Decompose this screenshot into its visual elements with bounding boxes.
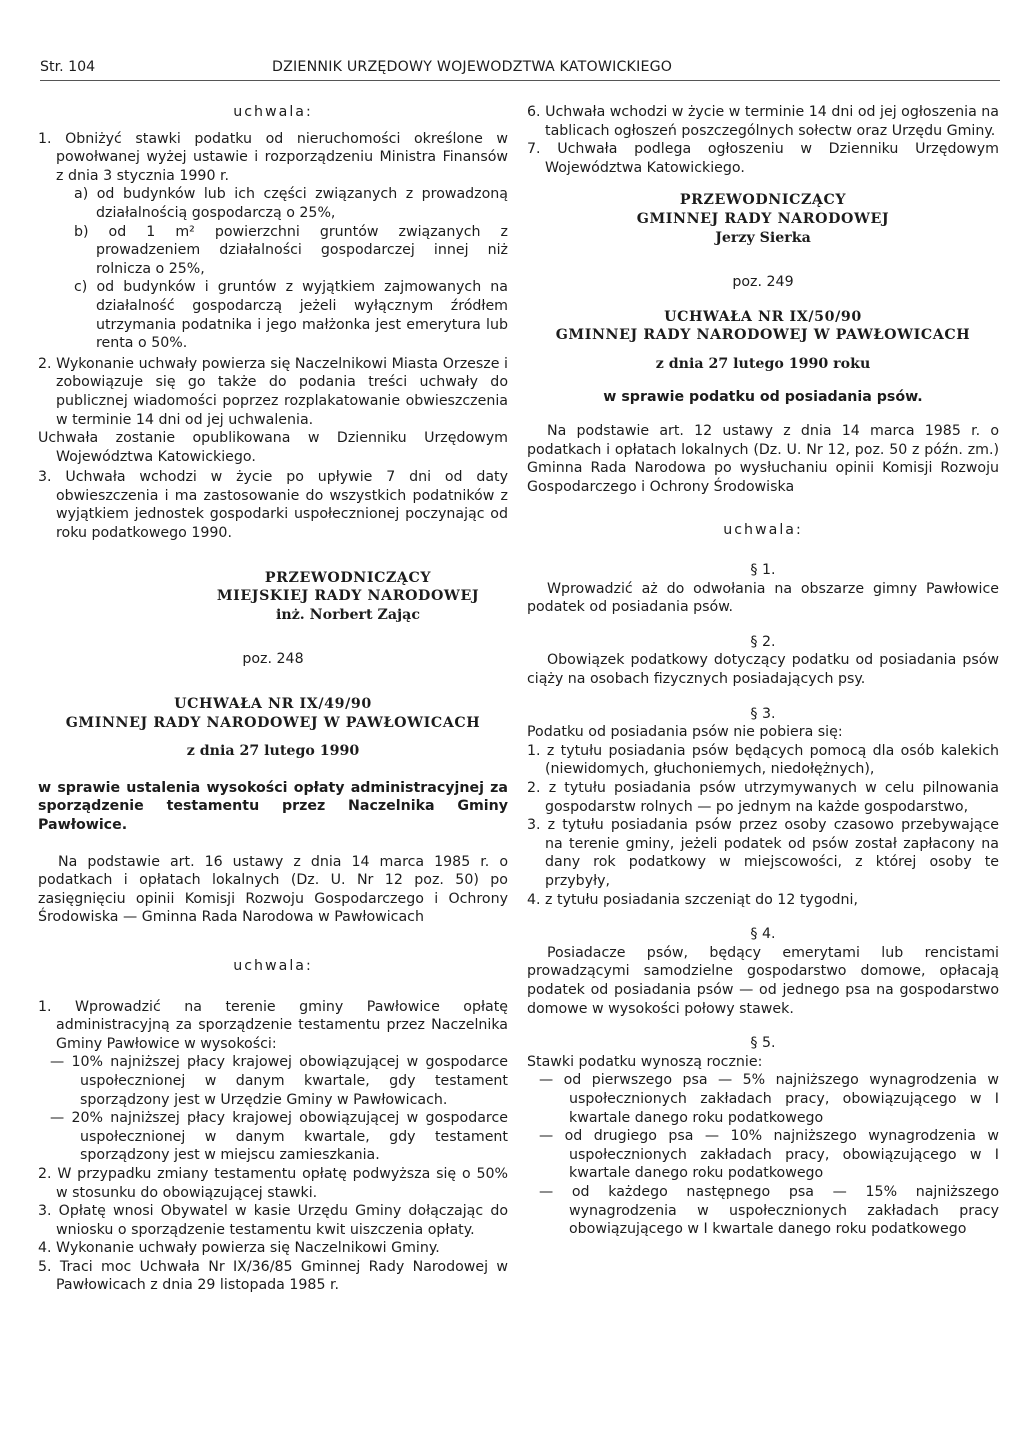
signature-role: PRZEWODNICZĄCY — [264, 569, 432, 586]
resolution-title-right: UCHWAŁA NR IX/50/90 — [664, 308, 862, 325]
rate-next-dog: — od każdego następnego psa — 15% najniższego wynagrodzenia w uspołecznionych zakładach pracy obowiązującego w I kwartale danego roku podatkowego — [539, 1183, 999, 1238]
resolution-subject-right: w sprawie podatku od posiadania psów. — [603, 388, 923, 405]
section-3-heading: § 3. — [750, 705, 776, 722]
resolution-date-right: z dnia 27 lutego 1990 roku — [655, 355, 871, 372]
resolution-subject: w sprawie ustalenia wysokości opłaty administracyjnej za sporządzenie testamentu przez Naczelnika Gminy Pawłowice. — [38, 779, 508, 833]
resolution-title: UCHWAŁA NR IX/49/90 — [174, 696, 372, 713]
section-3-item-3: 3. z tytułu posiadania psów przez osoby czasowo przebywające na terenie gminy, jeżeli podatek od psów został zapłacony na dany rok podatkowy w miejscowości, z której osoby te przybyły, — [527, 817, 999, 889]
position-number-right: poz. 249 — [732, 274, 794, 291]
section-5-heading: § 5. — [750, 1035, 776, 1052]
section-3-item-1: 1. z tytułu posiadania psów będących pomocą dla osób kalekich (niewidomych, głuchoniemych, niedołężnych), — [527, 742, 999, 778]
fee-item-1: 1. Wprowadzić na terenie gminy Pawłowice opłatę administracyjną za sporządzenie testamentu przez Naczelnika Gminy Pawłowice w wysokości: — [38, 998, 508, 1052]
resolution-keyword-right: uchwala: — [723, 521, 803, 538]
section-4-heading: § 4. — [750, 926, 776, 943]
fee-item-1-dash-a: — 10% najniższej płacy krajowej obowiązującej w gospodarce uspołecznionej w danym kwartale, gdy testament sporządzony jest w Urzędzie Gminy w Pawłowicach. — [50, 1054, 508, 1108]
item-2-publication: Uchwała zostanie opublikowana w Dzienniku Urzędowym Województwa Katowickiego. — [38, 430, 508, 465]
rate-second-dog: — od drugiego psa — 10% najniższego wynagrodzenia w uspołecznionych zakładach pracy, obowiązującego w I kwartale danego roku podatkowego — [539, 1128, 999, 1182]
signature-block-right — [527, 191, 999, 247]
item-3: 3. Uchwała wchodzi w życie po upływie 7 dni od daty obwieszczenia i ma zastosowanie do wszystkich podatników z wyjątkiem jednostek gospodarki uspołecznionej poczynając od roku podatkowego 1990. — [38, 469, 508, 542]
item-7: 7. Uchwała podlega ogłoszeniu w Dzienniku Urzędowym Województwa Katowickiego. — [527, 141, 999, 176]
page-header — [40, 58, 1000, 82]
section-3-text: Podatku od posiadania psów nie pobiera się: — [527, 724, 843, 741]
fee-item-4: 4. Wykonanie uchwały powierza się Naczelnikowi Gminy. — [38, 1240, 440, 1257]
item-2: 2. Wykonanie uchwały powierza się Naczelnikowi Miasta Orzesze i zobowiązuje się go także do podania treści uchwały do publicznej wiadomości poprzez rozplakatowanie obwieszczenia w terminie 14 dni od jej uchwalenia. — [38, 355, 508, 428]
legal-basis-right: Na podstawie art. 12 ustawy z dnia 14 marca 1985 r. o podatkach i opłatach lokalnych (Dz. U. Nr 12, poz. 50 z późn. zm.) Gminna Rada Narodowa po wysłuchaniu opinii Komisji Rozwoju Gospodarczego i Ochrony Środowiska — [527, 423, 999, 495]
fee-item-5: 5. Traci moc Uchwała Nr IX/36/85 Gminnej Rady Narodowej w Pawłowicach z dnia 29 listopada 1985 r. — [38, 1258, 508, 1294]
signature-block — [38, 569, 508, 625]
position-number: poz. 248 — [242, 651, 304, 668]
item-1b: b) od 1 m² powierzchni gruntów związanych z prowadzeniem działalności gospodarczej innej niż rolnicza o 25%, — [74, 223, 508, 277]
signature-name-right: Jerzy Sierka — [715, 229, 811, 246]
section-2-heading: § 2. — [750, 633, 776, 650]
fee-item-2: 2. W przypadku zmiany testamentu opłatę podwyższa się o 50% w stosunku do obowiązującej stawki. — [38, 1165, 508, 1201]
item-1a: a) od budynków lub ich części związanych z prowadzoną działalnością gospodarczą o 25%, — [74, 186, 508, 221]
resolution-date: z dnia 27 lutego 1990 — [186, 743, 360, 760]
section-1-text: Wprowadzić aż do odwołania na obszarze gimny Pawłowice podatek od posiadania psów. — [527, 580, 999, 616]
section-5-text: Stawki podatku wynoszą rocznie: — [527, 1053, 763, 1070]
section-3-item-4: 4. z tytułu posiadania szczeniąt do 12 tygodni, — [527, 891, 858, 908]
signature-role-right: PRZEWODNICZĄCY — [679, 192, 847, 209]
right-column — [527, 103, 999, 1239]
resolution-council-right: GMINNEJ RADY NARODOWEJ W PAWŁOWICACH — [555, 327, 971, 344]
fee-item-1-dash-b: — 20% najniższej płacy krajowej obowiązującej w gospodarce uspołecznionej w danym kwartale, gdy testament sporządzony jest w miejscu zamieszkania. — [50, 1110, 508, 1164]
section-2-text: Obowiązek podatkowy dotyczący podatku od posiadania psów ciąży na osobach fizycznych posiadających psy. — [527, 652, 999, 688]
header-rule — [40, 80, 1000, 81]
item-1c: c) od budynków i gruntów z wyjątkiem zajmowanych na działalność gospodarczą jeżeli wyłącznym źródłem utrzymania podatnika i jego małżonka jest emerytura lub renta o 50%. — [74, 279, 508, 352]
item-6: 6. Uchwała wchodzi w życie w terminie 14 dni od jej ogłoszenia na tablicach ogłoszeń poszczególnych sołectw oraz Urzędu Gminy. — [527, 104, 999, 139]
section-1-heading: § 1. — [750, 562, 776, 579]
resolution-keyword-2: uchwala: — [233, 957, 313, 974]
signature-council: MIEJSKIEJ RADY NARODOWEJ — [216, 588, 480, 605]
fee-item-3: 3. Opłatę wnosi Obywatel w kasie Urzędu Gminy dołączając do wniosku o sporządzenie testamentu kwit uiszczenia opłaty. — [38, 1203, 508, 1238]
resolution-keyword: uchwala: — [233, 104, 313, 120]
journal-title: DZIENNIK URZĘDOWY WOJEWODZTWA KATOWICKIEGO — [272, 59, 673, 75]
resolution-council: GMINNEJ RADY NARODOWEJ W PAWŁOWICACH — [65, 714, 481, 731]
section-4-text: Posiadacze psów, będący emerytami lub rencistami prowadzącymi samodzielne gospodarstwo domowe, opłacają podatek od posiadania psów — od jednego psa na gospodarstwo domowe w wysokości połowy stawek. — [527, 944, 999, 1017]
signature-council-right: GMINNEJ RADY NARODOWEJ — [636, 210, 890, 227]
signature-name: inż. Norbert Zając — [276, 606, 420, 623]
item-1: 1. Obniżyć stawki podatku od nieruchomości określone w powołwanej wyżej ustawie i rozporządzeniu Ministra Finansów z dnia 3 stycznia 1990 r. — [38, 130, 508, 184]
section-3-item-2: 2. z tytułu posiadania psów utrzymywanych w celu pilnowania gospodarstw rolnych — po jednym na każde gospodarstwo, — [527, 780, 999, 815]
page-number: Str. 104 — [40, 59, 96, 75]
rate-first-dog: — od pierwszego psa — 5% najniższego wynagrodzenia w uspołecznionych zakładach pracy, obowiązującego w I kwartale danego roku podatkowego — [539, 1072, 999, 1126]
left-column — [38, 103, 508, 1295]
legal-basis: Na podstawie art. 16 ustawy z dnia 14 marca 1985 r. o podatkach i opłatach lokalnych (Dz. U. Nr 12 poz. 50) po zasięgnięciu opinii Komisji Rozwoju Gospodarczego i Ochrony Środowiska — Gminna Rada Narodowa w Pawłowicach — [38, 853, 508, 926]
